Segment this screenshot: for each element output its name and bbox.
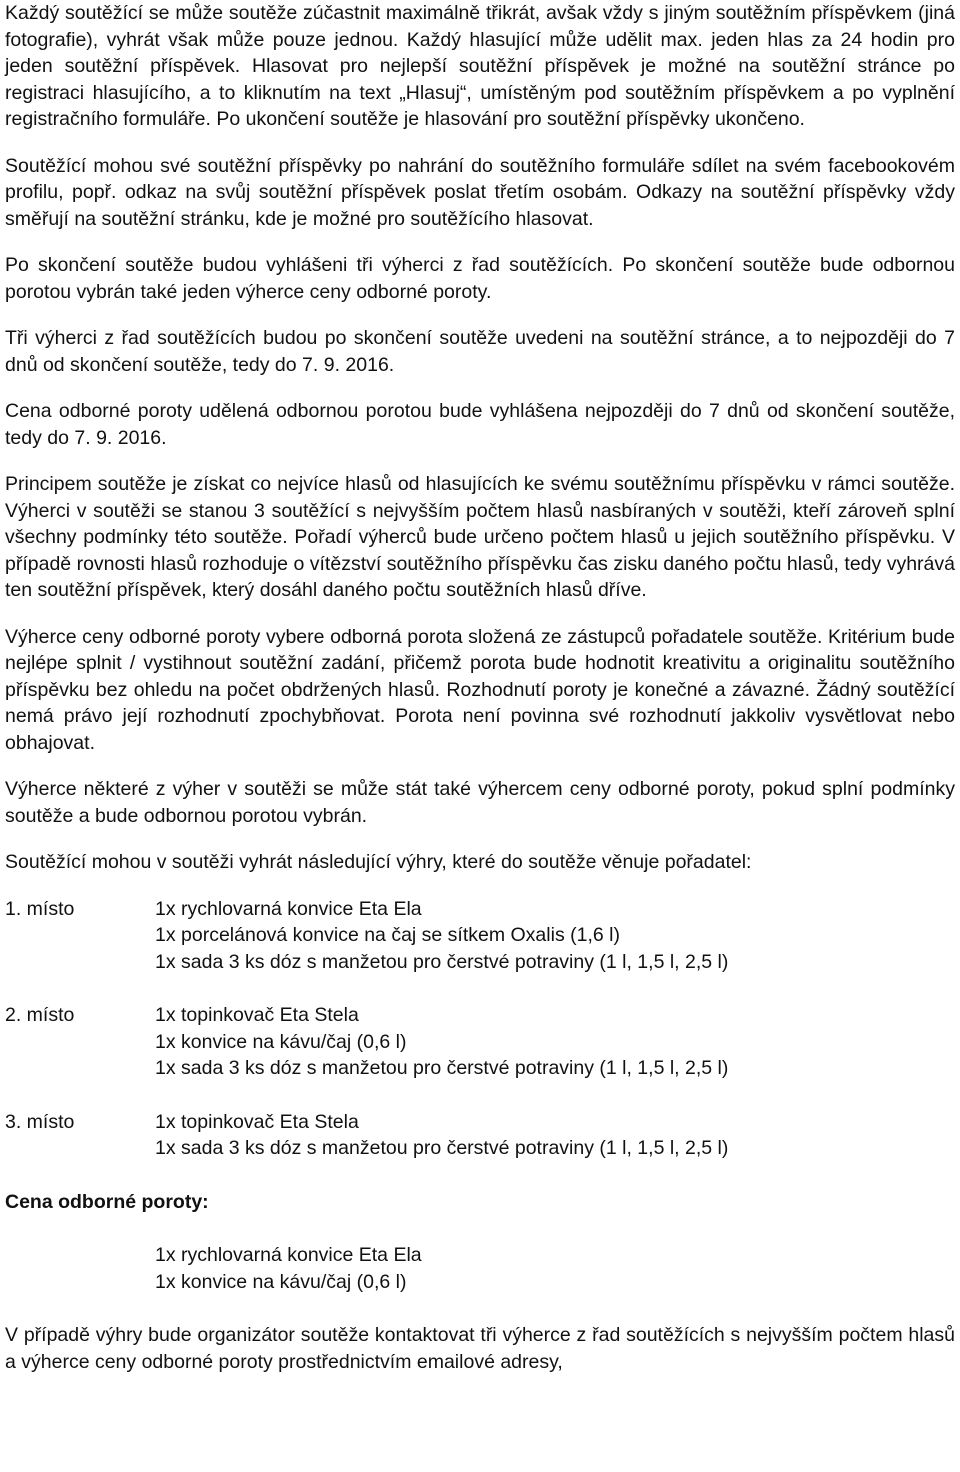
prize-item-list	[155, 1002, 955, 1082]
prize-item: 1x rychlovarná konvice Eta Ela	[155, 1244, 422, 1266]
paragraph-sharing: Soutěžící mohou své soutěžní příspěvky po nahrání do soutěžního formuláře sdílet na svém facebookovém profilu, popř. odkaz na svůj soutěžní příspěvek poslat třetím osobám. Odkazy na soutěžní příspěvky vždy směřují na soutěžní stránku, kde je možné pro soutěžícího hlasovat.	[5, 154, 955, 230]
prize-item: 1x topinkovač Eta Stela	[155, 1004, 359, 1026]
paragraph-voting-rules: Každý soutěžící se může soutěže zúčastnit maximálně třikrát, avšak vždy s jiným soutěžním příspěvkem (jiná fotografie), vyhrát však může pouze jednou. Každý hlasující může udělit max. jeden hlas za 24 hodin pro jeden soutěžní příspěvek. Hlasovat pro nejlepší soutěžní příspěvek je možné na soutěžní stránce po registraci hlasujícího, a to kliknutím na text „Hlasuj“, umístěným pod soutěžním příspěvkem a po vyplnění registračního formuláře. Po ukončení soutěže je hlasování pro soutěžní příspěvky ukončeno.	[5, 2, 955, 130]
paragraph-jury-prize-date: Cena odborné poroty udělená odbornou porotou bude vyhlášena nejpozději do 7 dnů od skončení soutěže, tedy do 7. 9. 2016.	[5, 400, 955, 449]
jury-prize-heading: Cena odborné poroty:	[5, 1190, 209, 1213]
prize-item-list	[155, 1109, 955, 1162]
prize-place-label: 1. místo	[5, 897, 75, 920]
paragraph-contacting-winners: V případě výhry bude organizátor soutěže kontaktovat tři výherce z řad soutěžících s nejvyšším počtem hlasů a výherce ceny odborné poroty prostřednictvím emailové adresy,	[5, 1324, 955, 1373]
prize-item: 1x konvice na kávu/čaj (0,6 l)	[155, 1030, 407, 1053]
prize-second-place	[5, 1002, 955, 1082]
prize-place-label: 3. místo	[5, 1110, 75, 1133]
paragraph-double-win: Výherce některé z výher v soutěži se může stát také výhercem ceny odborné poroty, pokud splní podmínky soutěže a bude odbornou porotou vybrán.	[5, 778, 955, 827]
prize-item: 1x sada 3 ks dóz s manžetou pro čerstvé potraviny (1 l, 1,5 l, 2,5 l)	[155, 950, 729, 973]
jury-prize-item-list	[5, 1242, 955, 1295]
prize-item: 1x sada 3 ks dóz s manžetou pro čerstvé potraviny (1 l, 1,5 l, 2,5 l)	[155, 1137, 729, 1159]
paragraph-winners-announcement: Po skončení soutěže budou vyhlášeni tři výherci z řad soutěžících. Po skončení soutěže bude odbornou porotou vybrán také jeden výherce ceny odborné poroty.	[5, 254, 955, 303]
paragraph-jury-selection: Výherce ceny odborné poroty vybere odborná porota složená ze zástupců pořadatele soutěže. Kritérium bude nejlépe splnit / vystihnout soutěžní zadání, přičemž porota bude hodnotit kreativitu a originalitu soutěžního příspěvku bez ohledu na počet obdržených hlasů. Rozhodnutí poroty je konečné a závazné. Žádný soutěžící nemá právo její rozhodnutí zpochybňovat. Porota není povinna své rozhodnutí jakkoliv vysvětlovat nebo obhajovat.	[5, 625, 955, 754]
prize-item: 1x sada 3 ks dóz s manžetou pro čerstvé potraviny (1 l, 1,5 l, 2,5 l)	[155, 1057, 729, 1079]
prize-item-list	[155, 896, 955, 976]
prize-item: 1x topinkovač Eta Stela	[155, 1110, 359, 1133]
prize-item: 1x konvice na kávu/čaj (0,6 l)	[155, 1270, 407, 1293]
paragraph-winners-published: Tři výherci z řad soutěžících budou po skončení soutěže uvedeni na soutěžní stránce, a to nejpozději do 7 dnů od skončení soutěže, tedy do 7. 9. 2016.	[5, 327, 955, 376]
prize-item: 1x porcelánová konvice na čaj se sítkem Oxalis (1,6 l)	[155, 924, 620, 946]
prize-third-place	[5, 1109, 955, 1162]
prize-place-label: 2. místo	[5, 1004, 75, 1026]
paragraph-prizes-intro: Soutěžící mohou v soutěži vyhrát následující výhry, které do soutěže věnuje pořadatel:	[5, 851, 752, 873]
prize-item: 1x rychlovarná konvice Eta Ela	[155, 897, 422, 920]
paragraph-principle: Principem soutěže je získat co nejvíce hlasů od hlasujících ke svému soutěžnímu příspěvku v rámci soutěže. Výherci v soutěži se stanou 3 soutěžící s nejvyšším počtem hlasů nasbíraných v soutěži, kteří zároveň splní všechny podmínky této soutěže. Pořadí výherců bude určeno počtem hlasů u jejich soutěžního příspěvku. V případě rovnosti hlasů rozhoduje o vítězství soutěžního příspěvku čas zisku daného počtu hlasů, tedy vyhrává ten soutěžní příspěvek, který dosáhl daného počtu soutěžních hlasů dříve.	[5, 473, 955, 601]
prize-first-place	[5, 896, 955, 976]
